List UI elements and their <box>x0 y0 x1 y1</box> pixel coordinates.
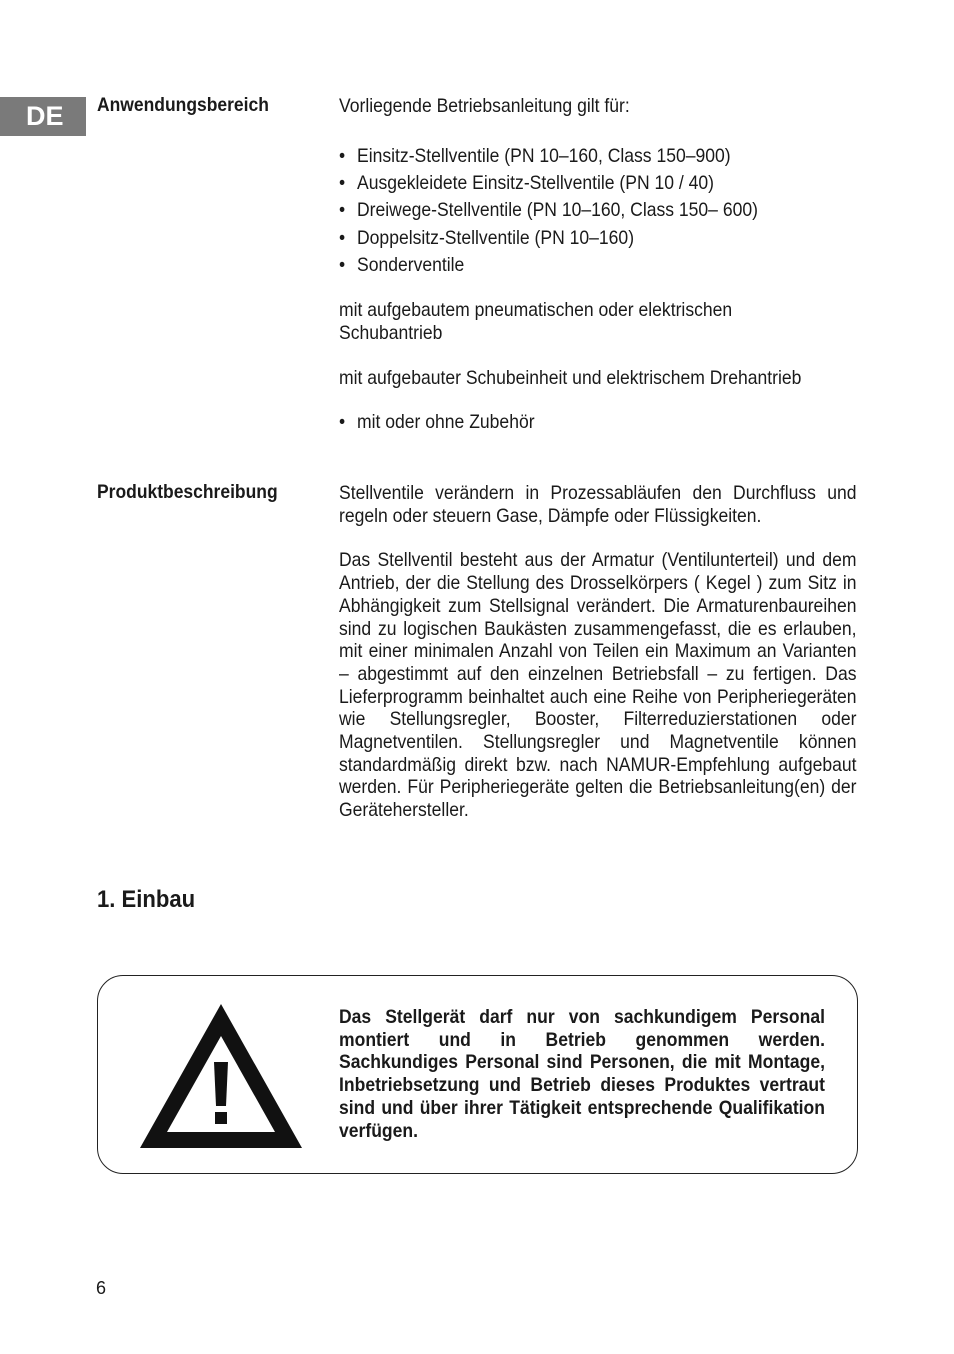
product-intro-paragraph: Stellventile verändern in Prozessabläufen den Durchfluss und regeln oder steuern Gase, Dämpfe oder Flüssigkeiten. <box>339 482 857 527</box>
section-label-anwendungsbereich: Anwendungsbereich <box>97 95 269 116</box>
section-anwendungsbereich-body <box>339 95 857 439</box>
warning-triangle-icon <box>136 1000 306 1152</box>
rotary-actuator-paragraph: mit aufgebauter Schubeinheit und elektrischem Drehantrieb <box>339 366 802 389</box>
list-item: • Einsitz-Stellventile (PN 10–160, Class 150–900) <box>339 145 857 172</box>
list-item: • Dreiwege-Stellventile (PN 10–160, Class 150– 600) <box>339 199 857 226</box>
list-item: • mit oder ohne Zubehör <box>339 411 857 438</box>
list-item: • Ausgekleidete Einsitz-Stellventile (PN 10 / 40) <box>339 172 857 199</box>
list-item: • Doppelsitz-Stellventile (PN 10–160) <box>339 227 857 254</box>
language-tab: DE <box>0 97 86 136</box>
warning-text: Das Stellgerät darf nur von sachkundigem Personal montiert und in Betrieb genommen werden. Sachkundiges Personal sind Personen, die mit Montage, Inbetriebsetzung und Betrieb dieses Produktes vertraut sind und über ihrer Tätigkeit entsprechende Qualifikation verfügen. <box>339 1006 825 1142</box>
page-number: 6 <box>96 1278 107 1298</box>
actuator-paragraph: mit aufgebautem pneumatischen oder elektrischen Schubantrieb <box>339 299 733 344</box>
warning-box <box>97 975 858 1174</box>
accessory-list <box>339 411 857 438</box>
list-item: • Sonderventile <box>339 254 857 281</box>
section-label-produktbeschreibung: Produktbeschreibung <box>97 482 278 503</box>
intro-text: Vorliegende Betriebsanleitung gilt für: <box>339 95 630 117</box>
valve-type-list <box>339 145 857 281</box>
section-produktbeschreibung-body <box>339 482 857 822</box>
section-heading-einbau: 1. Einbau <box>97 886 196 913</box>
product-detail-paragraph: Das Stellventil besteht aus der Armatur (Ventilunterteil) und dem Antrieb, der die Stellung des Drosselkörpers ( Kegel ) zum Sitz in Abhängigkeit zum Stellsignal verändert. Die Armaturenbaureihen sind zu logischen Baukästen zusammengefasst, die es erlauben, mit einer minimalen Anzahl von Teilen ein Maximum an Varianten – abgestimmt auf den einzelnen Betriebsfall – zu fertigen. Das Lieferprogramm beinhaltet auch eine Reihe von Peripheriegeräten wie Stellungsregler, Booster, Filterreduzierstationen oder Magnetventilen. Stellungsregler und Magnetventile können standardmäßig direkt bzw. nach NAMUR-Empfehlung aufgebaut werden. Für Peripheriegeräte gelten die Betriebsanleitung(en) der Gerätehersteller. <box>339 549 857 822</box>
